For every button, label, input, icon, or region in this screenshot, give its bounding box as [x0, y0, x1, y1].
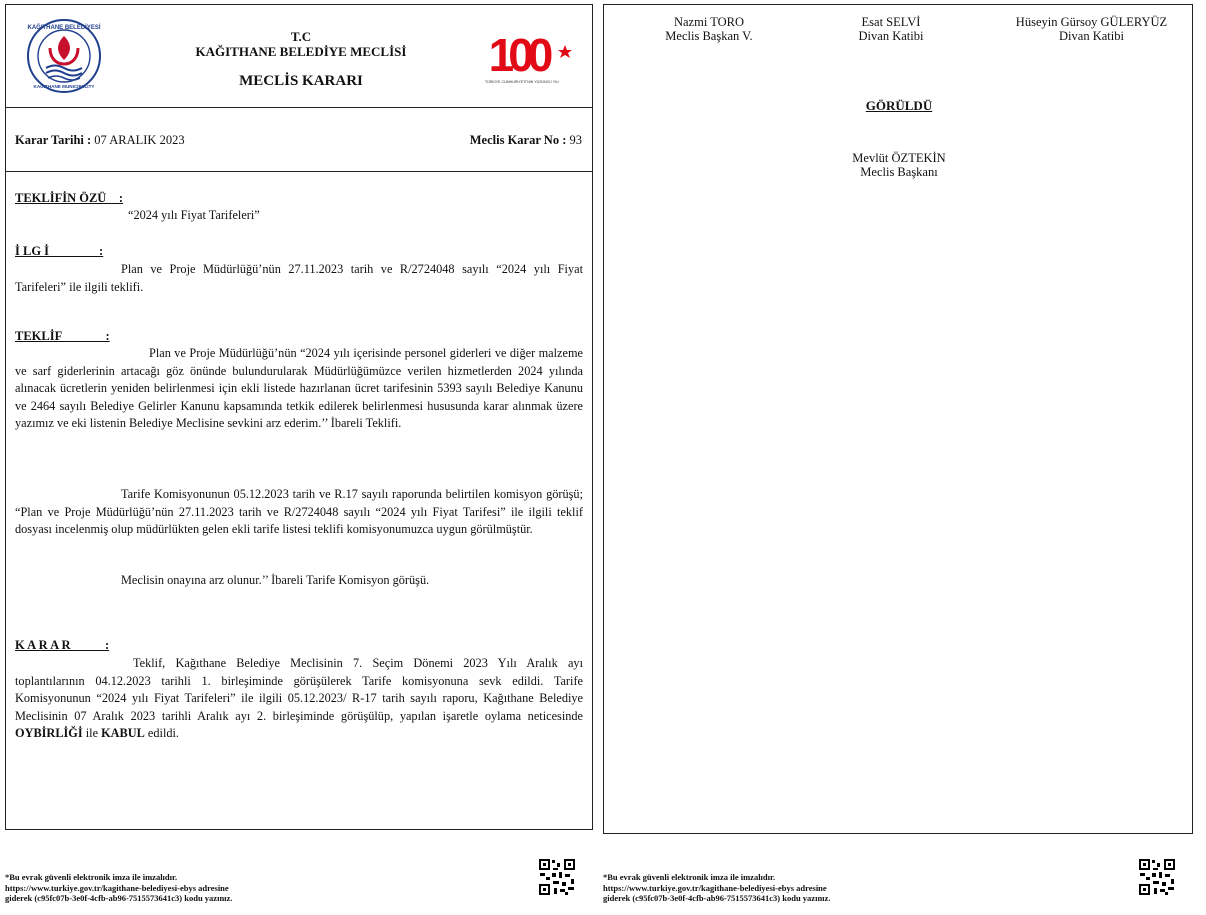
president-name: Mevlüt ÖZTEKİN: [852, 151, 946, 165]
reference-text: Plan ve Proje Müdürlüğü’nün 27.11.2023 tarih ve R/2724048 sayılı “2024 yılı Fiyat Tarifeleri” ile ilgili teklifi.: [15, 262, 583, 294]
svg-text:KAĞITHANE BELEDİYESİ: KAĞITHANE BELEDİYESİ: [27, 25, 101, 31]
esignature-line-3: giderek (c95fc07b-3e0f-4cfb-ab96-7515573641c3) kodu yazınız.: [5, 893, 233, 903]
svg-text:TÜRKİYE CUMHURİYETİ'NİN YÜZÜNC: TÜRKİYE CUMHURİYETİ'NİN YÜZÜNCÜ YILI: [484, 80, 560, 84]
esignature-line-1: *Bu evrak güvenli elektronik imza ile imzalıdır.: [603, 872, 776, 882]
summary-label: TEKLİFİN ÖZÜ :: [15, 191, 124, 205]
municipality-seal-logo: [26, 18, 102, 94]
esignature-note-page-2: [603, 872, 830, 904]
signatory-role: Divan Katibi: [858, 29, 924, 43]
signatory-name: Hüseyin Gürsoy GÜLERYÜZ: [1015, 15, 1168, 29]
signatory-role: Divan Katibi: [1059, 29, 1124, 43]
seen-heading: GÖRÜLDÜ: [865, 98, 933, 113]
summary-text: “2024 yılı Fiyat Tarifeleri”: [128, 208, 260, 222]
svg-text:100: 100: [488, 29, 548, 81]
reference-label: İ LG İ :: [15, 244, 104, 258]
svg-text:KAĞITHANE MUNICIPALITY: KAĞITHANE MUNICIPALITY: [33, 84, 95, 89]
signatory-1: [634, 15, 784, 43]
document-title: MECLİS KARARI: [239, 73, 363, 89]
esignature-line-3: giderek (c95fc07b-3e0f-4cfb-ab96-7515573641c3) kodu yazınız.: [603, 893, 831, 903]
esignature-line-2: https://www.turkiye.gov.tr/kagithane-belediyesi-ebys adresine: [5, 882, 229, 893]
council-heading: KAĞITHANE BELEDİYE MECLİSİ: [195, 44, 407, 59]
commission-close: Meclisin onayına arz olunur.’’ İbareli Tarife Komisyon görüşü.: [121, 573, 430, 587]
decision-date: [15, 133, 185, 148]
decision-number-label: Meclis Karar No :: [469, 133, 567, 147]
president-role: Meclis Başkanı: [860, 165, 938, 179]
signatory-name: Esat SELVİ: [861, 15, 921, 29]
decision-result-accepted: KABUL: [101, 726, 145, 741]
document-page-1: [5, 4, 593, 830]
council-president: [804, 151, 994, 179]
decision-result-unanimous: OYBİRLİĞİ: [15, 726, 83, 741]
document-page-2: [603, 4, 1193, 834]
signatory-2: [816, 15, 966, 43]
meta-divider: [6, 171, 592, 172]
proposal-text: Plan ve Proje Müdürlüğü’nün “2024 yılı içerisinde personel giderleri ve diğer malzeme ve sarf giderlerinin artacağı göz önünde bulundurularak Müdürlüğümüzce verilen hizmetlerden 2024 yılında alınacak ücretlerin yeniden belirlenmesi için ekli listede hazırlanan ücret tarifesinin 5393 sayılı Belediye Kanunu ve 2464 sayılı Belediye Gelirler Kanunu kapsamında tetkik edilerek belirlenmesi hususunda karar alınmak üzere yazımız ve eki listenin Belediye Meclisine sevkini arz ederim.’’ İbareli Teklifi.: [15, 346, 583, 431]
decision-date-label: Karar Tarihi :: [15, 133, 92, 147]
decision-number: [470, 133, 582, 148]
header-divider: [6, 107, 592, 108]
esignature-note-page-1: [5, 872, 232, 904]
proposal-label: TEKLİF :: [15, 329, 110, 343]
decision-connector: ile: [85, 726, 99, 741]
decision-text: [15, 655, 583, 743]
signatory-role: Meclis Başkan V.: [665, 29, 753, 43]
qr-code-icon: [538, 858, 576, 896]
decision-text-main: Teklif, Kağıthane Belediye Meclisinin 7. Seçim Dönemi 2023 Yılı Aralık ayı toplantılarının 04.12.2023 tarihli 1. birleşiminde görüşülerek Tarife komisyonuna sevk edildi. Tarife Komisyonunun “2024 yılı Fiyat Tarifeleri” ile ilgili 05.12.2023/ R-17 tarih sayılı raporu, Kağıthane Belediye Meclisinin 07 Aralık 2023 tarihli Aralık ayı 2. birleşiminde görüşülüp, yapılan işaretle oylama neticesinde: [15, 656, 583, 723]
commission-text: Tarife Komisyonunun 05.12.2023 tarih ve R.17 sayılı raporunda belirtilen komisyon görüşü; “Plan ve Proje Müdürlüğü’nün 27.11.2023 tarih ve R/2724048 sayılı “2024 yılı Fiyat Tarifesi” ile ilgili teklif dosyası incelenmiş olup müdürlükten gelen ekli tarife listesi teklifi komisyonumuzca uygun görülmüştür.: [15, 487, 583, 537]
tc-heading: T.C: [290, 29, 312, 44]
decision-end: edildi.: [147, 726, 180, 741]
qr-code-icon: [1138, 858, 1176, 896]
header-titles: [146, 29, 456, 59]
decision-date-value: 07 ARALIK 2023: [94, 133, 185, 147]
decision-label: K A R A R :: [15, 638, 110, 652]
esignature-line-2: https://www.turkiye.gov.tr/kagithane-belediyesi-ebys adresine: [603, 882, 827, 893]
centennial-logo: [468, 27, 578, 87]
esignature-line-1: *Bu evrak güvenli elektronik imza ile imzalıdır.: [5, 872, 178, 882]
decision-number-value: 93: [569, 133, 582, 147]
signatory-3: [999, 15, 1184, 43]
signatory-name: Nazmi TORO: [673, 15, 745, 29]
